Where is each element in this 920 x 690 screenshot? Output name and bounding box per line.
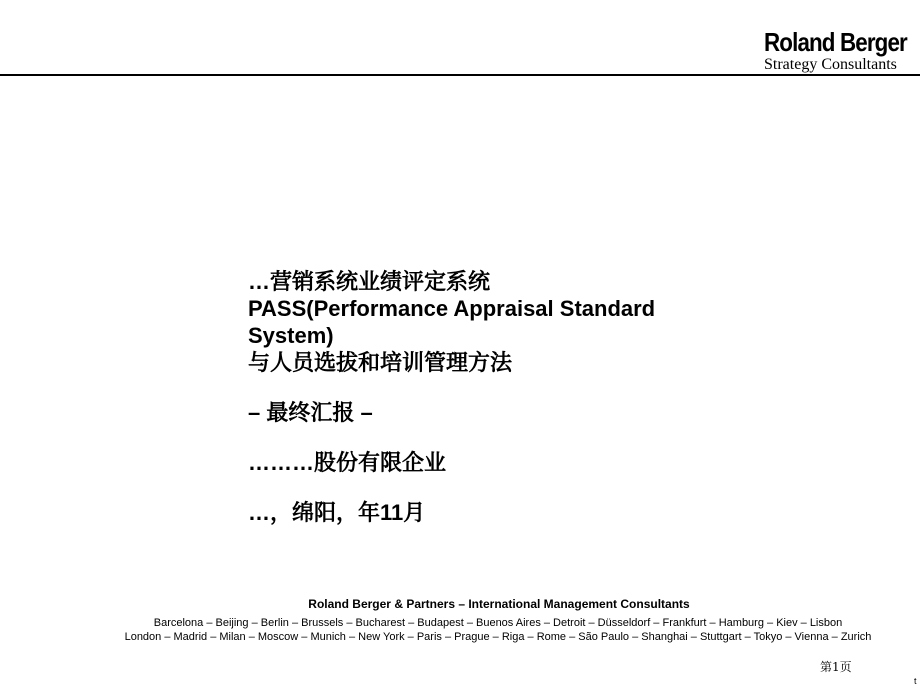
edge-mark: t bbox=[914, 676, 917, 686]
spacer bbox=[248, 476, 698, 499]
footer-heading: Roland Berger & Partners – International Management Consultants bbox=[308, 597, 690, 611]
header-divider bbox=[0, 74, 920, 76]
logo-tagline: Strategy Consultants bbox=[764, 56, 897, 73]
page-number: 第1页 bbox=[820, 660, 852, 674]
title-line-3: System) bbox=[248, 323, 334, 348]
footer-cities-line-1: Barcelona – Beijing – Berlin – Brussels – Bucharest – Budapest – Buenos Aires – Detroit – Düsseldorf – Frankfurt – Hamburg – Kiev – Lisbon bbox=[153, 617, 843, 629]
company-logo bbox=[764, 28, 914, 74]
spacer bbox=[248, 426, 698, 449]
title-line-4: 与人员选拔和培训管理方法 bbox=[248, 350, 513, 375]
client-name: ………股份有限企业 bbox=[248, 450, 447, 475]
title-line-2: PASS(Performance Appraisal Standard bbox=[248, 296, 656, 321]
report-label: – 最终汇报 – bbox=[248, 400, 373, 425]
logo-name: Roland Berger bbox=[764, 27, 907, 57]
title-block bbox=[248, 268, 698, 526]
title-line-1: …营销系统业绩评定系统 bbox=[248, 269, 491, 294]
place-date: …，绵阳，年11月 bbox=[248, 500, 426, 525]
footer-cities-line-2: London – Madrid – Milan – Moscow – Munich – New York – Paris – Prague – Riga – Rome – São Paulo – Shanghai – Stuttgart – Tokyo – Vienna – Zurich bbox=[124, 631, 872, 643]
spacer bbox=[248, 376, 698, 399]
